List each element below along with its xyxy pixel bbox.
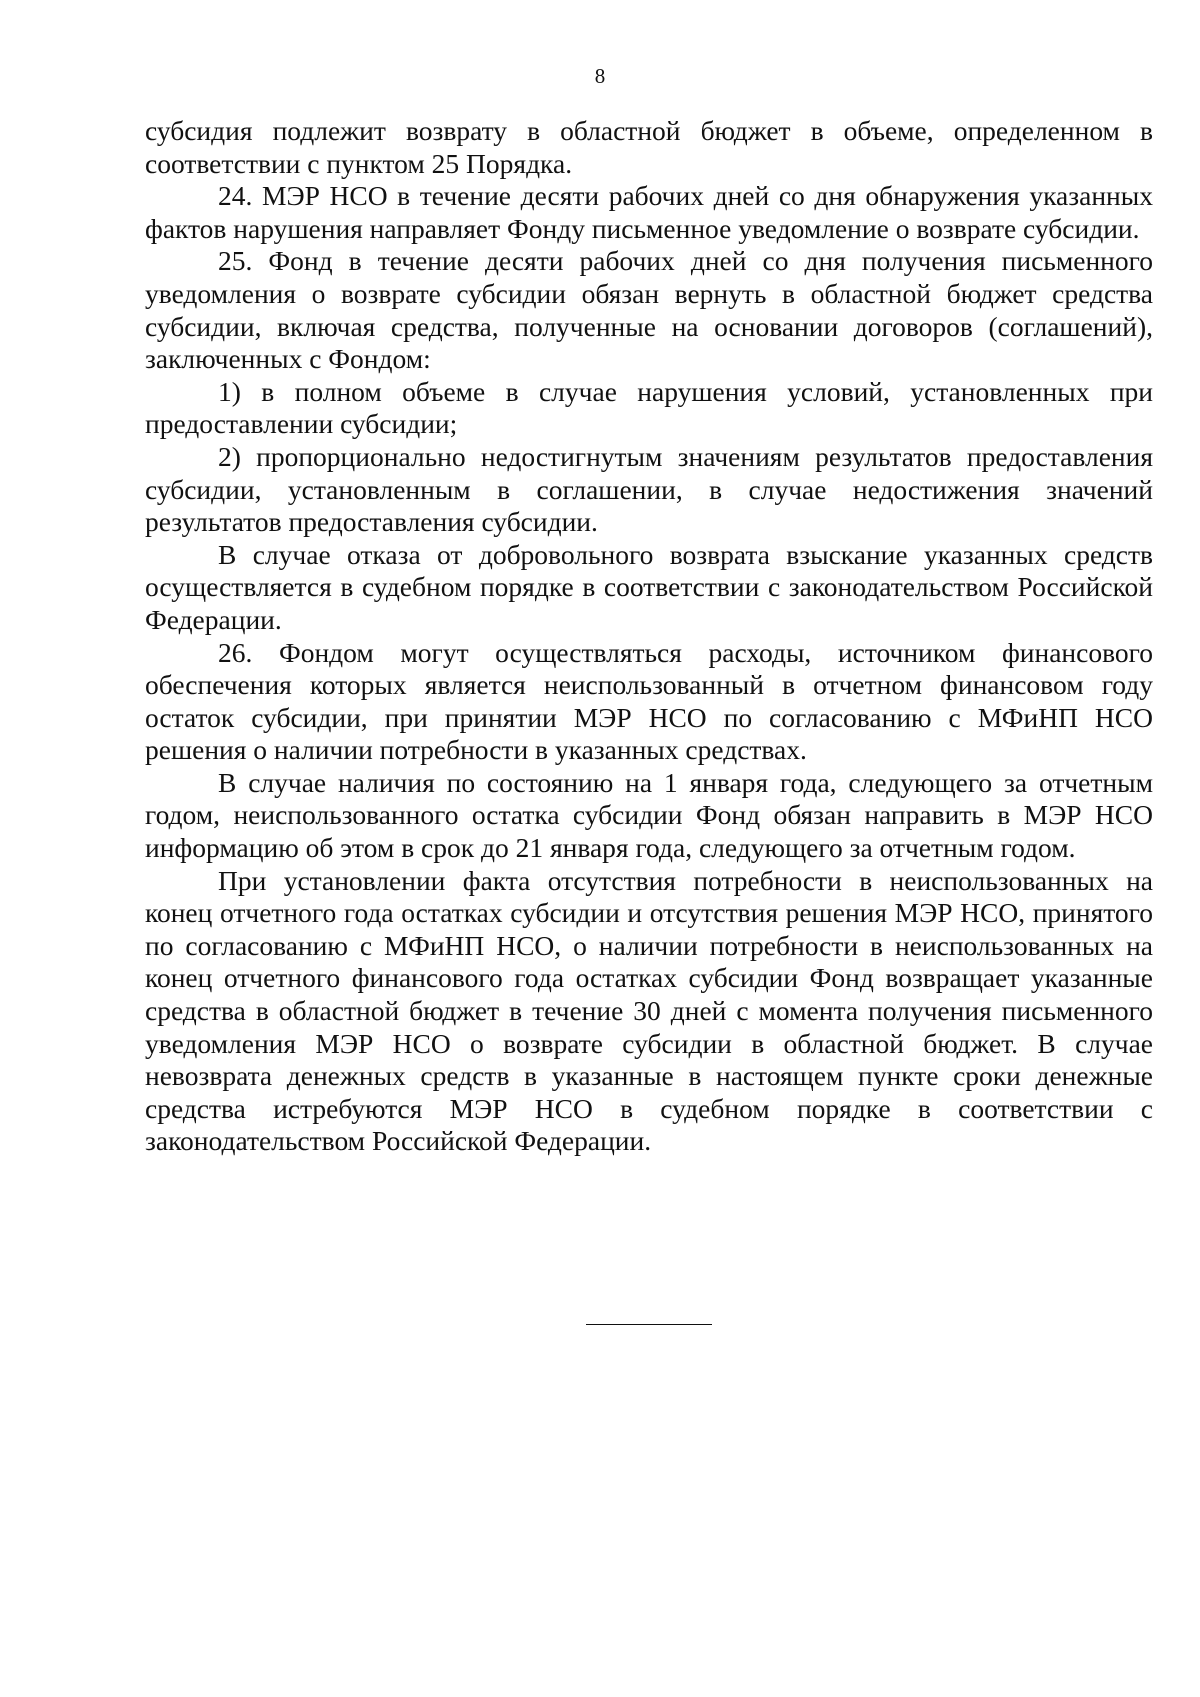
end-of-document-rule — [586, 1324, 712, 1325]
paragraph-return-procedure: При установлении факта отсутствия потребности в неиспользованных на конец отчетного года остатках субсидии и отсутствия решения МЭР НСО, принятого по согласованию с МФиНП НСО, о наличии потребности в неиспользованных на конец отчетного финансового года остатках субсидии Фонд возвращает указанные средства в областной бюджет в течение 30 дней с момента получения письменного уведомления МЭР НСО о возврате субсидии в областной бюджет. В случае невозврата денежных средств в указанные в настоящем пункте сроки денежные средства истребуются МЭР НСО в судебном порядке в соответствии с законодательством Российской Федерации. — [145, 864, 1153, 1157]
paragraph-item-24: 24. МЭР НСО в течение десяти рабочих дней со дня обнаружения указанных фактов нарушения направляет Фонду письменное уведомление о возврате субсидии. — [145, 180, 1153, 244]
document-body — [145, 115, 1153, 1158]
paragraph-refusal-case: В случае отказа от добровольного возврата взыскание указанных средств осуществляется в судебном порядке в соответствии с законодательством Российской Федерации. — [145, 538, 1153, 635]
paragraph-subitem-2: 2) пропорционально недостигнутым значениям результатов предоставления субсидии, установленным в соглашении, в случае недостижения значений результатов предоставления субсидии. — [145, 440, 1153, 538]
page-number: 8 — [594, 64, 606, 88]
paragraph-unused-balance: В случае наличия по состоянию на 1 января года, следующего за отчетным годом, неиспользованного остатка субсидии Фонд обязан направить в МЭР НСО информацию об этом в срок до 21 января года, следующего за отчетным годом. — [145, 766, 1153, 864]
paragraph-item-26: 26. Фондом могут осуществляться расходы, источником финансового обеспечения которых является неиспользованный в отчетном финансовом году остаток субсидии, при принятии МЭР НСО по согласованию с МФиНП НСО решения о наличии потребности в указанных средствах. — [145, 636, 1153, 766]
paragraph-subitem-1: 1) в полном объеме в случае нарушения условий, установленных при предоставлении субсидии; — [145, 375, 1153, 440]
paragraph-item-25: 25. Фонд в течение десяти рабочих дней со дня получения письменного уведомления о возврате субсидии обязан вернуть в областной бюджет средства субсидии, включая средства, полученные на основании договоров (соглашений), заключенных с Фондом: — [145, 245, 1153, 375]
paragraph-continuation: субсидия подлежит возврату в областной бюджет в объеме, определенном в соответствии с пунктом 25 Порядка. — [145, 115, 1153, 179]
